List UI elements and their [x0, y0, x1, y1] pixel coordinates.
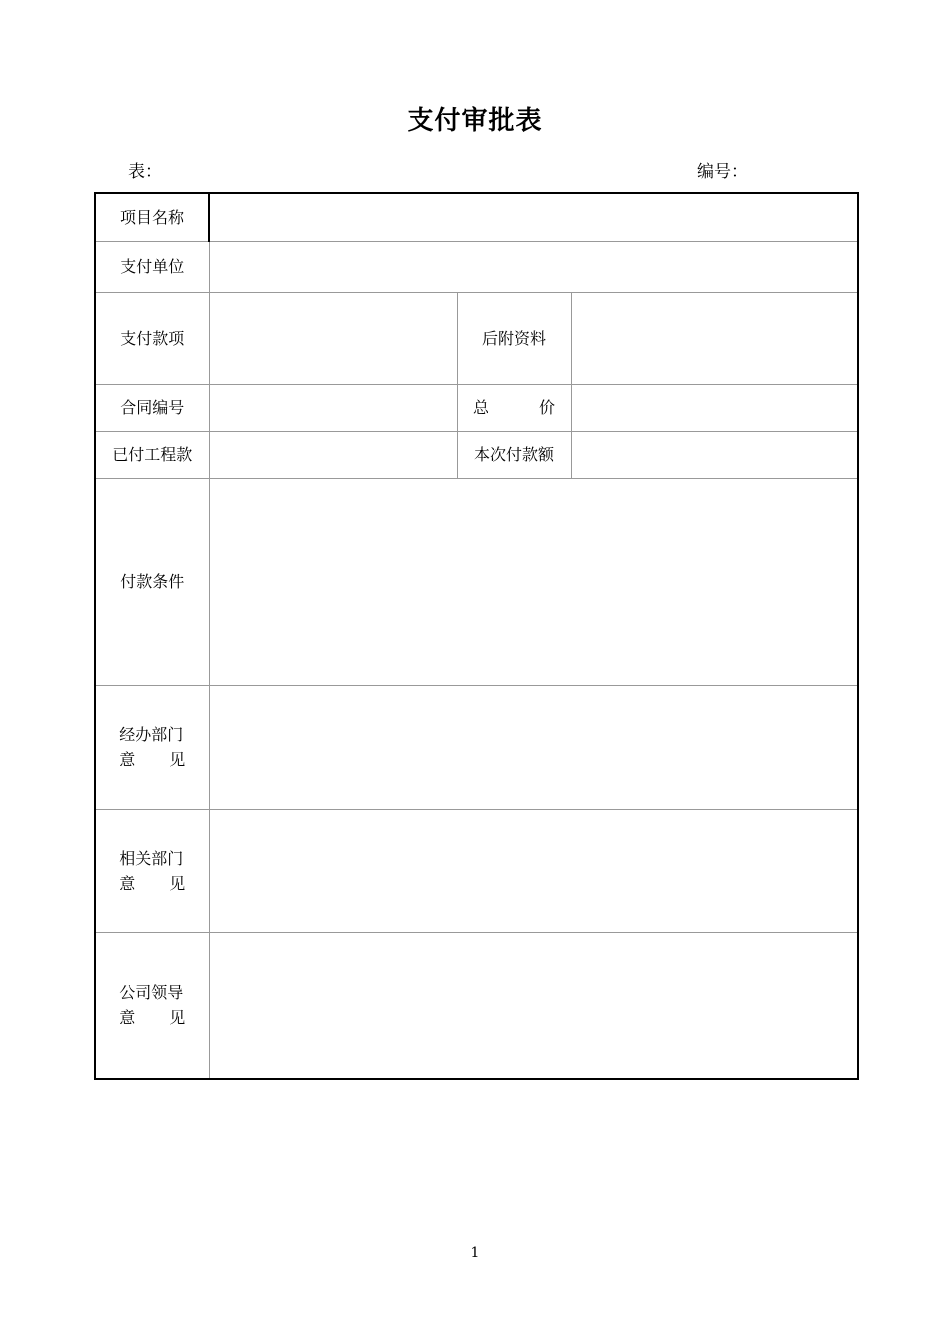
label-payment-terms: 付款条件	[95, 478, 209, 685]
field-contract-no[interactable]	[209, 384, 457, 431]
label-company-leader: 公司领导 意 见	[95, 932, 209, 1079]
row-project-name	[95, 193, 858, 241]
label-payment-item: 支付款项	[95, 292, 209, 384]
label-contract-no: 合同编号	[95, 384, 209, 431]
field-payment-terms[interactable]	[209, 478, 858, 685]
label-this-payment: 本次付款额	[457, 431, 571, 478]
row-payment-item	[95, 292, 858, 384]
label-paid-amount: 已付工程款	[95, 431, 209, 478]
field-this-payment[interactable]	[571, 431, 858, 478]
label-related-dept: 相关部门 意 见	[95, 809, 209, 932]
form-type-label: 表：	[128, 162, 162, 182]
field-handling-dept[interactable]	[209, 685, 858, 809]
serial-number-label: 编号：	[697, 162, 748, 182]
page-number: 1	[470, 1245, 480, 1261]
label-total-price: 总 价	[457, 384, 571, 431]
row-payment-terms	[95, 478, 858, 685]
label-project-name: 项目名称	[95, 193, 209, 241]
field-attachments[interactable]	[571, 292, 858, 384]
field-total-price[interactable]	[571, 384, 858, 431]
label-payment-unit: 支付单位	[95, 241, 209, 292]
row-handling-dept	[95, 685, 858, 809]
field-project-name[interactable]	[209, 193, 858, 241]
field-related-dept[interactable]	[209, 809, 858, 932]
row-related-dept	[95, 809, 858, 932]
payment-approval-table	[94, 192, 859, 1080]
row-paid	[95, 431, 858, 478]
field-company-leader[interactable]	[209, 932, 858, 1079]
field-payment-item[interactable]	[209, 292, 457, 384]
field-paid-amount[interactable]	[209, 431, 457, 478]
row-contract	[95, 384, 858, 431]
row-company-leader	[95, 932, 858, 1079]
label-attachments: 后附资料	[457, 292, 571, 384]
field-payment-unit[interactable]	[209, 241, 858, 292]
page-title: 支付审批表	[407, 106, 543, 136]
label-handling-dept: 经办部门 意 见	[95, 685, 209, 809]
row-payment-unit	[95, 241, 858, 292]
